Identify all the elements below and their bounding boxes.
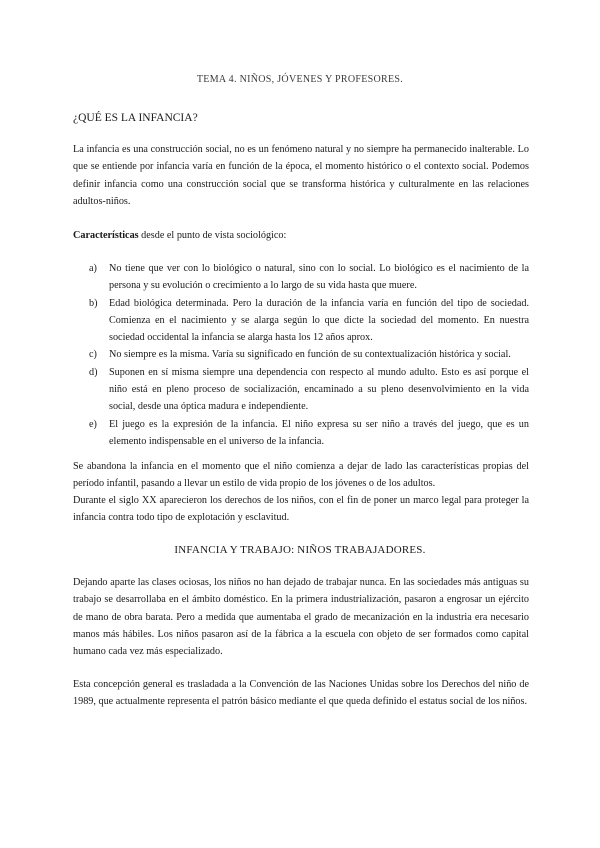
convencion-paragraph: Esta concepción general es trasladada a la Convención de las Naciones Unidas sobre los Derechos del niño de 1989, que actualmente representa el patrón básico mediante el que queda definido el estatus social de los niños. — [73, 679, 529, 708]
document-title: TEMA 4. NIÑOS, JÓVENES Y PROFESORES. — [196, 74, 404, 85]
list-item-text: Edad biológica determinada. Pero la duración de la infancia varía en función del tipo de sociedad. Comienza en el nacimiento y se alarga según lo que dicte la sociedad del momento. En nuestra sociedad occidental la infancia se alarga hasta los 12 años aprox. — [109, 297, 529, 344]
list-marker: e) — [89, 418, 97, 430]
list-item-text: No siempre es la misma. Varía su significado en función de su contextualización histórica y social. — [109, 349, 511, 361]
list-item-text: El juego es la expresión de la infancia. El niño expresa su ser niño a través del juego, que es un elemento indispensable en el universo de la infancia. — [109, 418, 529, 447]
abandona-paragraph: Se abandona la infancia en el momento que el niño comienza a dejar de lado las características propias del período infantil, pasando a llevar un estilo de vida propio de los jóvenes o de los adultos. — [73, 461, 529, 490]
trabajo-paragraph: Dejando aparte las clases ociosas, los niños no han dejado de trabajar nunca. En las sociedades más antiguas su trabajo se desarrollaba en el ámbito doméstico. En la primera industrialización, pasaron a engrosar un ejército de mano de obra barata. Pero a medida que aumentaba el grado de mecanización en la industria era necesario manos más hábiles. Los niños pasaron así de la fábrica a la escuela con objeto de ser formados como capital humano cada vez más especializado. — [73, 577, 529, 658]
list-item — [89, 346, 529, 363]
list-item-text: No tiene que ver con lo biológico o natural, sino con lo social. Lo biológico es el nacimiento de la persona y su evolución o crecimiento a lo largo de su vida hasta que muere. — [109, 263, 529, 292]
list-marker: d) — [89, 366, 98, 378]
siglo-paragraph: Durante el siglo XX aparecieron los derechos de los niños, con el fin de poner un marco legal para proteger la infancia contra todo tipo de explotación y esclavitud. — [73, 495, 529, 524]
list-item — [89, 260, 529, 295]
list-marker: c) — [89, 349, 97, 361]
characteristics-intro — [73, 227, 529, 244]
list-item — [89, 416, 529, 451]
list-marker: b) — [89, 297, 98, 309]
characteristics-label: Características — [73, 230, 139, 241]
subsection-heading: INFANCIA Y TRABAJO: NIÑOS TRABAJADORES. — [174, 544, 426, 556]
section-heading: ¿QUÉ ES LA INFANCIA? — [73, 112, 198, 124]
list-item-text: Suponen en sí misma siempre una dependencia con respecto al mundo adulto. Esto es así porque el niño está en pleno proceso de socialización, encaminado a su pleno desenvolvimiento en la vida social, desde una óptica madura e independiente. — [109, 366, 529, 413]
intro-paragraph: La infancia es una construcción social, no es un fenómeno natural y no siempre ha permanecido inalterable. Lo que se entiende por infancia varía en función de la época, el momento histórico o el contexto social. Podemos definir infancia como una construcción social que se transforma histórica y culturalmente en las relaciones adultos-niños. — [73, 144, 529, 207]
list-marker: a) — [89, 263, 97, 274]
list-item — [89, 364, 529, 416]
characteristics-rest: desde el punto de vista sociológico: — [138, 230, 287, 241]
characteristics-list — [89, 260, 529, 450]
list-item — [89, 295, 529, 347]
